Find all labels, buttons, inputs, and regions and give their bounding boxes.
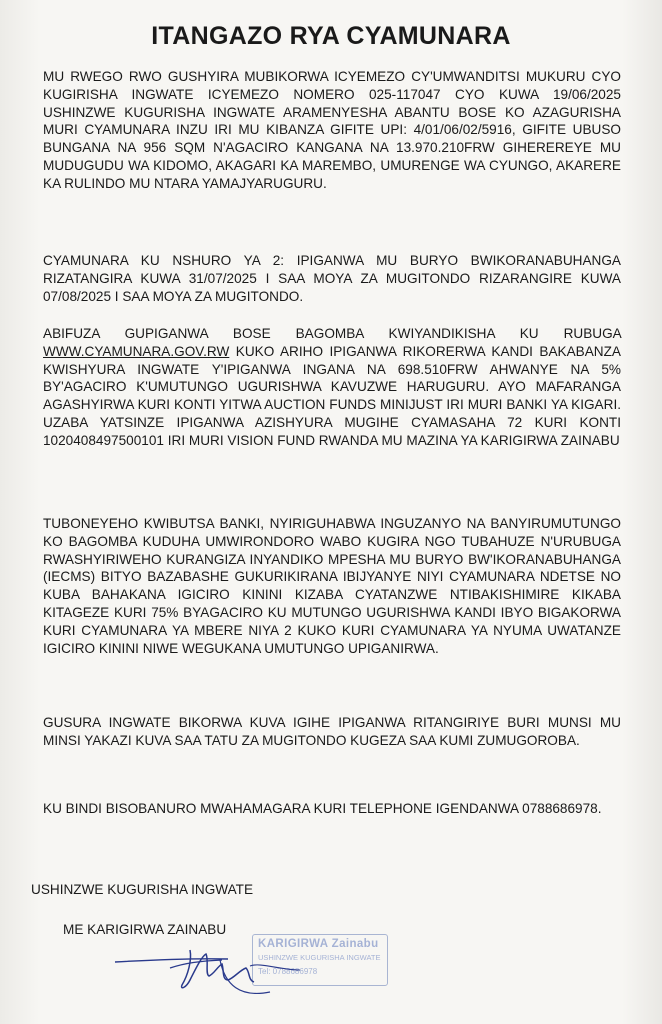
signatory-name: ME KARIGIRWA ZAINABU bbox=[63, 922, 227, 937]
paragraph-auction-announcement: MU RWEGO RWO GUSHYIRA MUBIKORWA ICYEMEZO CY'UMWANDITSI MUKURU CYO KUGIRISHA INGWATE ICYEMEZO NOMERO 025-117047 CYO KUWA 19/06/2025 USHINZWE KUGURISHA INGWATE ARAMENYESHA ABANTU BOSE KO AZAGURISHA MURI CYAMUNARA INZU IRI MU KIBANZA GIFITE UPI: 4/01/06/02/5916, GIFITE UBUSO BUNGANA NA 956 SQM N'AGACIRO KANGANA NA 13.970.210FRW GIHEREREYE MU MUDUGUDU WA KIDOMO, AKAGARI KA MAREMBO, UMURENGE WA CYUNGO, AKARERE KA RULINDO MU NTARA YAMAJYARUGURU. bbox=[43, 69, 621, 191]
paragraph-bank-reminder: TUBONEYEHO KWIBUTSA BANKI, NYIRIGUHABWA INGUZANYO NA BANYIRUMUTUNGO KO BAGOMBA KUDUHA UMWIRONDORO WABO KUGIRA NGO TUBAHUZE N'URUBUGA RWASHYIRIWEHO KURANGIZA INYANDIKO MPESHA MU BURYO BW'IKORANABUHANGA (IECMS) BITYO BAZABASHE GUKURIKIRANA IBIJYANYE NIYI CYAMUNARA NDETSE NO KUBA BAHAKANA IGICIRO KININI KIZABA CYATANZWE NTIBAKISHIMIRE KIKABA KITAGEZE KURI 75% BYAGACIRO KU MUTUNGO UGURISHWA KANDI IBYO BIGAKORWA KURI CYAMUNARA YA MBERE NIYA 2 KUKO KURI CYAMUNARA YA NYUMA UWATANZE IGICIRO KININI NIWE WEGUKANA UMUTUNGO UPIGANIRWA. bbox=[43, 516, 621, 656]
registration-text-a: ABIFUZA GUPIGANWA BOSE BAGOMBA KWIYANDIKISHA KU RUBUGA bbox=[43, 326, 621, 341]
paragraph-visiting-hours: GUSURA INGWATE BIKORWA KUVA IGIHE IPIGANWA RITANGIRIYE BURI MUNSI MU MINSI YAKAZI KUVA SAA TATU ZA MUGITONDO KUGEZA SAA KUMI ZUMUGOROBA. bbox=[43, 715, 621, 748]
stamp-phone: Tel: 0788686978 bbox=[258, 967, 318, 976]
handwritten-signature bbox=[110, 930, 310, 1000]
signatory-role: USHINZWE KUGURISHA INGWATE bbox=[31, 882, 254, 897]
paragraph-auction-schedule: CYAMUNARA KU NSHURO YA 2: IPIGANWA MU BURYO BWIKORANABUHANGA RIZATANGIRA KUWA 31/07/2025 I SAA MOYA ZA MUGITONDO RIZARANGIRE KUWA 07/08/2025 I SAA MOYA ZA MUGITONDO. bbox=[43, 253, 621, 304]
website-link[interactable]: WWW.CYAMUNARA.GOV.RW bbox=[43, 343, 230, 359]
stamp-role: USHINZWE KUGURISHA INGWATE bbox=[258, 953, 381, 962]
paragraph-contact: KU BINDI BISOBANURO MWAHAMAGARA KURI TELEPHONE IGENDANWA 0788686978. bbox=[43, 801, 602, 816]
document-title: ITANGAZO RYA CYAMUNARA bbox=[151, 22, 511, 50]
paragraph-registration bbox=[43, 325, 621, 450]
registration-text-b: KUKO ARIHO IPIGANWA RIKORERWA KANDI BAKABANZA KWISHYURA INGWATE Y'IPIGANWA INGANA NA 698.510FRW AHWANYE NA 5% BY'AGACIRO K'UMUTUNGO UGURISHWA KAVUZWE HARUGURU. AYO MAFARANGA AGASHYIRWA KURI KONTI YITWA AUCTION FUNDS MINIJUST IRI MURI BANKI YA KIGARI. UZABA YATSINZE IPIGANWA AZISHYURA MUGIHE CYAMASAHA 72 KURI KONTI 1020408497500101 IRI MURI VISION FUND RWANDA MU MAZINA YA KARIGIRWA ZAINABU bbox=[43, 343, 621, 448]
stamp-name: KARIGIRWA Zainabu bbox=[258, 938, 379, 950]
